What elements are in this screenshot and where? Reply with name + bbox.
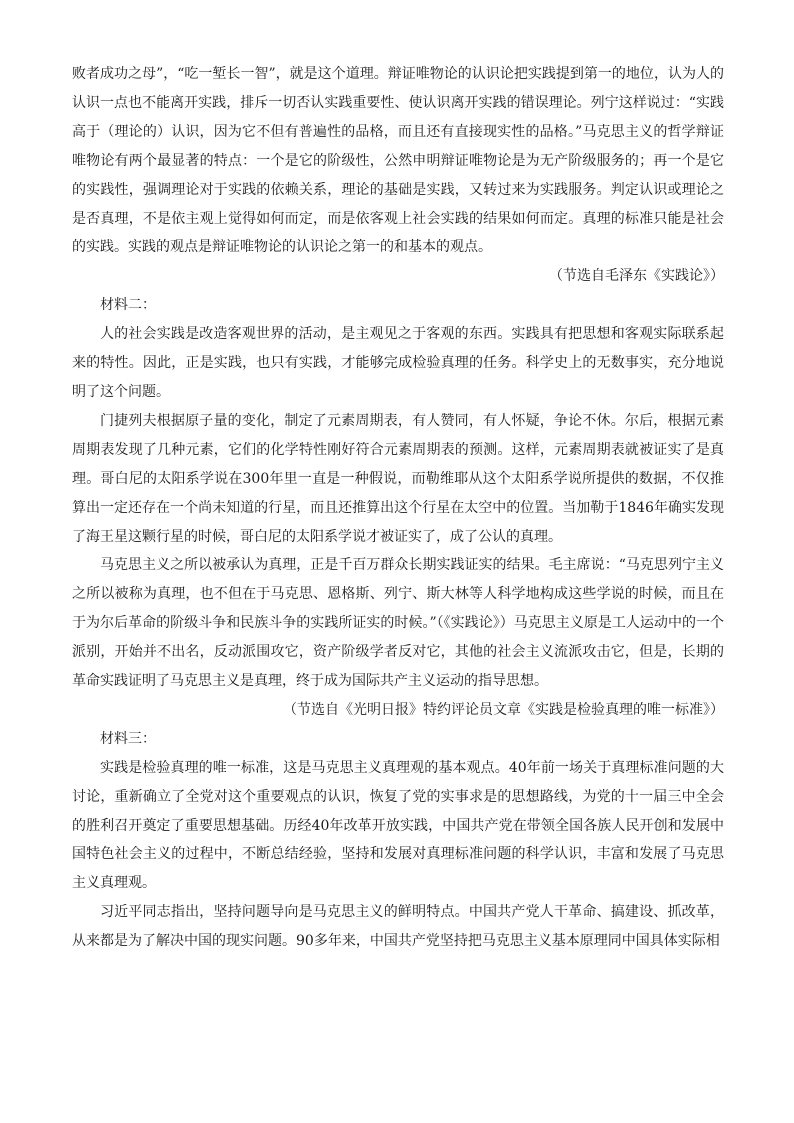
paragraph-truth-standard: 实践是检验真理的唯一标准，这是马克思主义真理观的基本观点。40年前一场关于真理标准问题的大讨论，重新确立了全党对这个重要观点的认识，恢复了党的实事求是的思想路线，为党的十一届三中全会的胜利召开奠定了重要思想基础。历经40年改革开放实践，中国共产党在带领全国各族人民开创和发展中国特色社会主义的过程中，不断总结经验，坚持和发展对真理标准问题的科学认识，丰富和发展了马克思主义真理观。 xyxy=(72,759,724,892)
source-citation-1: （节选自毛泽东《实践论》） xyxy=(549,268,724,285)
paragraph-problem-oriented: 习近平同志指出，坚持问题导向是马克思主义的鲜明特点。中国共产党人干革命、搞建设、抓改革，从来都是为了解决中国的现实问题。90多年来，中国共产党坚持把马克思主义基本原理同中国具体实际相 xyxy=(72,904,724,950)
paragraph-practice-theory: 败者成功之母”，“吃一堑长一智”，就是这个道理。辩证唯物论的认识论把实践提到第一的地位，认为人的认识一点也不能离开实践，排斥一切否认实践重要性、使认识离开实践的错误理论。列宁这样说过：“实践高于（理论的）认识，因为它不但有普遍性的品格，而且还有直接现实性的品格。”马克思主义的哲学辩证唯物论有两个最显著的特点：一个是它的阶级性，公然申明辩证唯物论是为无产阶级服务的；再一个是它的实践性，强调理论对于实践的依赖关系，理论的基础是实践，又转过来为实践服务。判定认识或理论之是否真理，不是依主观上觉得如何而定，而是依客观上社会实践的结果如何而定。真理的标准只能是社会的实践。实践的观点是辩证唯物论的认识论之第一的和基本的观点。 xyxy=(72,66,724,256)
source-citation-2: （节选自《光明日报》特约评论员文章《实践是检验真理的唯一标准》） xyxy=(283,701,724,718)
paragraph-periodic-table: 门捷列夫根据原子量的变化，制定了元素周期表，有人赞同，有人怀疑，争论不休。尔后，根据元素周期表发现了几种元素，它们的化学特性刚好符合元素周期表的预测。这样，元素周期表就被证实了是真理。哥白尼的太阳系学说在300年里一直是一种假说，而勒维耶从这个太阳系学说所提供的数据，不仅推算出一定还存在一个尚未知道的行星，而且还推算出这个行星在太空中的位置。当加勒于1846年确实发现了海王星这颗行星的时候，哥白尼的太阳系学说才被证实了，成了公认的真理。 xyxy=(72,412,724,545)
paragraph-social-practice: 人的社会实践是改造客观世界的活动，是主观见之于客观的东西。实践具有把思想和客观实际联系起来的特性。因此，正是实践，也只有实践，才能够完成检验真理的任务。科学史上的无数事实，充分地说明了这个问题。 xyxy=(72,326,724,400)
article-body xyxy=(72,60,724,956)
paragraph-marxism-truth: 马克思主义之所以被承认为真理，正是千百万群众长期实践证实的结果。毛主席说：“马克思列宁主义之所以被称为真理，也不但在于马克思、恩格斯、列宁、斯大林等人科学地构成这些学说的时候，而且在于为尔后革命的阶级斗争和民族斗争的实践所证实的时候。”（《实践论》）马克思主义原是工人运动中的一个派别，开始并不出名，反动派围攻它，资产阶级学者反对它，其他的社会主义流派攻击它，但是，长期的革命实践证明了马克思主义是真理，终于成为国际共产主义运动的指导思想。 xyxy=(72,557,724,690)
material-3-heading: 材料三： xyxy=(100,730,156,747)
material-2-heading: 材料二： xyxy=(100,297,156,314)
